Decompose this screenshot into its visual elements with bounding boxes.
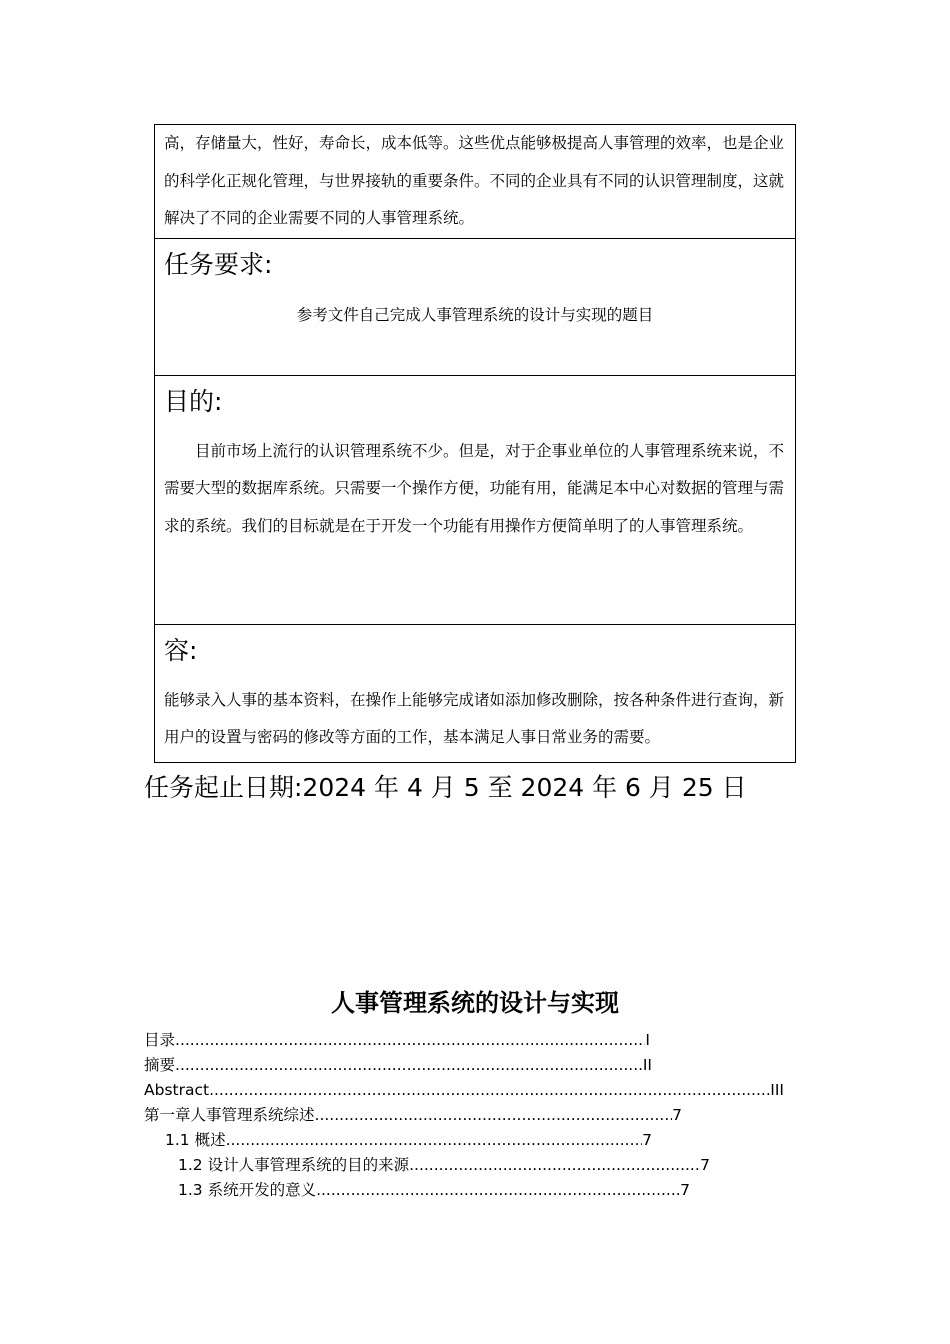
toc-entry-page: 7 (672, 1106, 682, 1124)
toc-entry-page: 7 (680, 1181, 690, 1199)
toc-dot-leader (209, 1078, 770, 1103)
toc-entry-label: Abstract (144, 1081, 210, 1099)
toc-entry-page: 7 (700, 1156, 710, 1174)
toc-entry-page: II (642, 1056, 652, 1074)
toc-entry-label: 摘要 (144, 1056, 176, 1074)
task-requirements-cell (155, 238, 796, 375)
toc-entry-page: III (770, 1081, 784, 1099)
document-title: 人事管理系统的设计与实现 (331, 989, 619, 1017)
task-requirements-text: 参考文件自己完成人事管理系统的设计与实现的题目 (296, 305, 654, 324)
toc-entry-label: 1.1 概述 (165, 1131, 226, 1149)
purpose-cell (155, 375, 796, 624)
toc-dot-leader (175, 1028, 645, 1053)
task-dates: 任务起止日期:2024 年 4 月 5 至 2024 年 6 月 25 日 (144, 773, 747, 802)
toc-dot-leader (226, 1128, 643, 1153)
toc-dot-leader (175, 1053, 643, 1078)
toc-entry-label: 1.3 系统开发的意义 (178, 1181, 317, 1199)
toc-entry[interactable] (144, 1078, 784, 1103)
toc-dot-leader (316, 1178, 680, 1203)
toc-entry[interactable] (165, 1128, 652, 1153)
toc-entry-page: 7 (642, 1131, 652, 1149)
toc-entry[interactable] (178, 1178, 690, 1203)
task-form-table (154, 124, 796, 763)
toc-entry-label: 目录 (144, 1031, 176, 1049)
content-title: 容: (164, 635, 198, 665)
toc-dot-leader (409, 1153, 700, 1178)
background-text: 高，存储量大，性好，寿命长，成本低等。这些优点能够极提高人事管理的效率，也是企业的科学化正规化管理，与世界接轨的重要条件。不同的企业具有不同的认识管理制度，这就解决了不同的企业需要不同的人事管理系统。 (164, 134, 785, 227)
content-cell (155, 624, 796, 762)
toc-entry[interactable] (144, 1103, 682, 1128)
toc-dot-leader (315, 1103, 673, 1128)
background-cell (155, 125, 796, 239)
purpose-text: 目前市场上流行的认识管理系统不少。但是，对于企事业单位的人事管理系统来说，不需要大型的数据库系统。只需要一个操作方便，功能有用，能满足本中心对数据的管理与需求的系统。我们的目标就是在于开发一个功能有用操作方便简单明了的人事管理系统。 (164, 441, 785, 535)
toc-entry-page: I (645, 1031, 650, 1049)
toc-entry-label: 第一章人事管理系统综述 (144, 1106, 315, 1124)
toc-entry[interactable] (178, 1153, 710, 1178)
content-text: 能够录入人事的基本资料，在操作上能够完成诸如添加修改删除，按各种条件进行查询，新用户的设置与密码的修改等方面的工作，基本满足人事日常业务的需要。 (164, 690, 785, 746)
toc-entry[interactable] (144, 1053, 652, 1078)
task-requirements-title: 任务要求: (164, 249, 273, 279)
toc-entry[interactable] (144, 1028, 650, 1053)
toc-entry-label: 1.2 设计人事管理系统的目的来源 (178, 1156, 410, 1174)
purpose-title: 目的: (164, 386, 223, 416)
